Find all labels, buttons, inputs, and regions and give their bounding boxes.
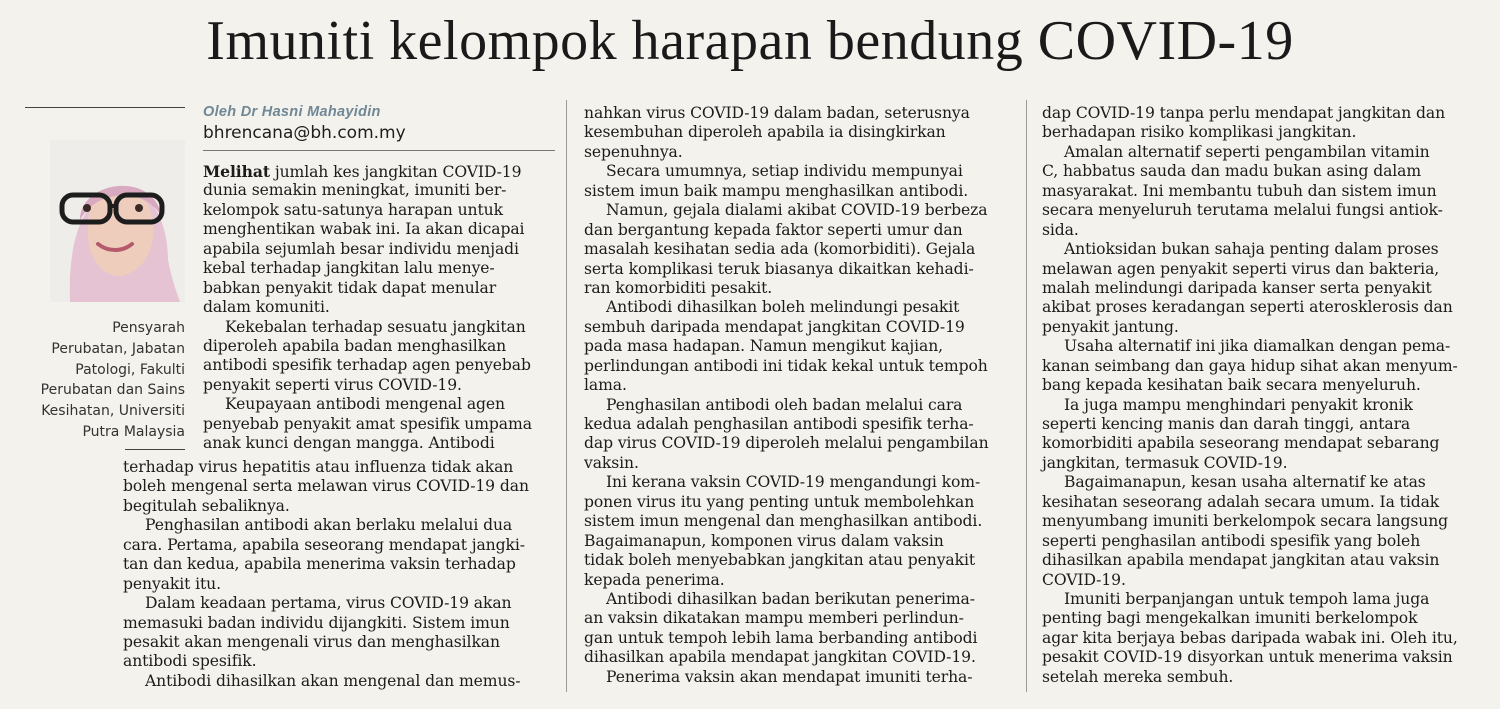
body-line: jangkitan, termasuk COVID-19. [1042, 453, 1288, 472]
column-divider-2 [1026, 100, 1027, 692]
body-line: masalah kesihatan sedia ada (komorbiditi). Gejala [584, 240, 976, 259]
body-line: akibat proses keradangan seperti aterosklerosis dan [1042, 298, 1453, 317]
body-line: Imuniti berpanjangan untuk tempoh lama juga [1064, 589, 1430, 608]
body-line: penyakit seperti virus COVID-19. [203, 375, 462, 394]
body-line: penyakit itu. [123, 574, 221, 593]
body-line: tidak boleh menyebabkan jangkitan atau penyakit [584, 551, 976, 570]
caption-line: Perubatan dan Sains [40, 382, 185, 399]
body-line: Dalam keadaan pertama, virus COVID-19 akan [145, 594, 512, 613]
body-line: secara menyeluruh terutama melalui fungsi antiok- [1042, 201, 1443, 220]
body-line: komorbiditi apabila seseorang mendapat sebarang [1042, 434, 1440, 453]
body-line: sida. [1042, 220, 1079, 239]
body-line: Bagaimanapun, komponen virus dalam vaksin [584, 531, 944, 550]
body-line: masyarakat. Ini membantu tubuh dan sistem imun [1042, 181, 1437, 200]
body-line: serta komplikasi teruk biasanya dikaitkan kehadi- [584, 259, 974, 278]
article-column-1-top [203, 162, 558, 454]
body-line: kelompok satu-satunya harapan untuk [203, 200, 503, 219]
body-line: berhadapan risiko komplikasi jangkitan. [1042, 123, 1357, 142]
caption-line: Kesihatan, Universiti [41, 403, 185, 420]
body-line: Penghasilan antibodi akan berlaku melalui dua [145, 516, 513, 535]
body-line: jumlah kes jangkitan COVID-19 [269, 163, 522, 181]
body-line: agar kita berjaya bebas daripada wabak ini. Oleh itu, [1042, 628, 1458, 647]
body-line: Bagaimanapun, kesan usaha alternatif ke atas [1064, 473, 1426, 492]
caption-line: Patologi, Fakulti [75, 361, 185, 378]
body-line: Antibodi dihasilkan badan berikutan penerima- [606, 589, 975, 608]
body-line: perlindungan antibodi ini tidak kekal untuk tempoh [584, 356, 988, 375]
body-line: dan bergantung kepada faktor seperti umur dan [584, 220, 963, 239]
lead-word: Melihat [203, 162, 270, 181]
body-line: vaksin. [584, 453, 639, 472]
author-name: Oleh Dr Hasni Mahayidin [203, 104, 381, 120]
body-line: kedua adalah penghasilan antibodi spesifik terha- [584, 415, 974, 433]
caption-bottom-rule [125, 449, 185, 450]
body-line: dalam komuniti. [203, 298, 330, 317]
body-line: pesakit akan mengenali virus dan menghasilkan [123, 632, 500, 651]
body-line: Secara umumnya, setiap individu mempunyai [606, 162, 963, 181]
body-line: dihasilkan apabila mendapat jangkitan atau vaksin [1042, 551, 1440, 570]
body-line: Keupayaan antibodi mengenal agen [225, 395, 505, 414]
body-line: antibodi spesifik. [123, 652, 257, 671]
body-line: nahkan virus COVID-19 dalam badan, seterusnya [584, 104, 970, 122]
body-line: terhadap virus hepatitis atau influenza tidak akan [123, 458, 514, 476]
body-line: Namun, gejala dialami akibat COVID-19 berbeza [606, 201, 988, 220]
body-line: seperti kencing manis dan darah tinggi, antara [1042, 415, 1411, 433]
body-line: COVID-19. [1042, 570, 1126, 589]
body-line: penyebab penyakit amat spesifik umpama [203, 414, 532, 433]
body-line: kebal terhadap jangkitan lalu menye- [203, 259, 495, 278]
body-line: diperoleh apabila badan menghasilkan [203, 336, 507, 355]
author-email[interactable]: bhrencana@bh.com.my [203, 123, 406, 143]
body-line: Antioksidan bukan sahaja penting dalam proses [1064, 240, 1439, 259]
body-line: Amalan alternatif seperti pengambilan vitamin [1064, 142, 1430, 161]
article-column-1-bottom [123, 458, 558, 691]
body-line: babkan penyakit tidak dapat menular [203, 278, 497, 297]
body-line: Usaha alternatif ini jika diamalkan dengan pema- [1064, 337, 1451, 356]
body-line: Ini kerana vaksin COVID-19 mengandungi kom- [606, 473, 981, 492]
body-line: dihasilkan apabila mendapat jangkitan COVID-19. [584, 648, 976, 667]
body-line: bang kepada kesihatan baik secara menyeluruh. [1042, 376, 1421, 395]
body-line: pesakit COVID-19 disyorkan untuk menerima vaksin [1042, 648, 1453, 667]
body-line: cara. Pertama, apabila seseorang mendapat jangki- [123, 535, 525, 554]
caption-line: Putra Malaysia [82, 423, 185, 440]
body-line: sistem imun mengenal dan menghasilkan antibodi. [584, 512, 983, 531]
body-line: menghentikan wabak ini. Ia akan dicapai [203, 220, 525, 239]
article-column-3 [1042, 104, 1482, 687]
body-line: antibodi spesifik terhadap agen penyebab [203, 356, 531, 375]
caption-line: Pensyarah [112, 320, 185, 336]
body-line: pada masa hadapan. Namun mengikut kajian, [584, 337, 943, 356]
headline: Imuniti kelompok harapan bendung COVID-19 [206, 10, 1294, 72]
body-line: dap COVID-19 tanpa perlu mendapat jangkitan dan [1042, 104, 1446, 122]
body-line: anak kunci dengan mangga. Antibodi [203, 434, 495, 453]
body-line: dunia semakin meningkat, imuniti ber- [203, 181, 507, 200]
body-line: ponen virus itu yang penting untuk membolehkan [584, 492, 975, 511]
body-line: Penghasilan antibodi oleh badan melalui cara [606, 395, 963, 414]
body-line: kepada penerima. [584, 570, 725, 589]
byline-top-rule [25, 107, 185, 108]
caption-line: Perubatan, Jabatan [51, 340, 185, 357]
body-line: penyakit jantung. [1042, 317, 1179, 336]
body-line: tan dan kedua, apabila menerima vaksin terhadap [123, 555, 516, 574]
body-line: boleh mengenal serta melawan virus COVID-19 dan [123, 477, 529, 496]
body-line: dap virus COVID-19 diperoleh melalui pengambilan [584, 434, 989, 453]
body-line: kanan seimbang dan gaya hidup sihat akan menyum- [1042, 356, 1458, 375]
body-line: memasuki badan individu dijangkiti. Sistem imun [123, 613, 510, 632]
body-line: apabila sejumlah besar individu menjadi [203, 239, 519, 258]
body-line: sembuh daripada mendapat jangkitan COVID-19 [584, 317, 965, 336]
body-line: Ia juga mampu menghindari penyakit kronik [1064, 395, 1413, 414]
body-line: penting bagi mengekalkan imuniti berkelompok [1042, 609, 1418, 628]
body-line: Antibodi dihasilkan boleh melindungi pesakit [606, 298, 960, 317]
article-column-2 [584, 104, 1016, 687]
body-line: ran komorbiditi pesakit. [584, 278, 773, 297]
body-line: sistem imun baik mampu menghasilkan antibodi. [584, 181, 969, 200]
byline-underline-rule [203, 150, 555, 151]
body-line: Penerima vaksin akan mendapat imuniti terha- [606, 667, 973, 686]
body-line: an vaksin dikatakan mampu memberi perlindun- [584, 609, 964, 628]
body-line: lama. [584, 376, 627, 395]
body-line: gan untuk tempoh lebih lama berbanding antibodi [584, 628, 978, 647]
body-line: Antibodi dihasilkan akan mengenal dan memus- [145, 671, 521, 690]
body-line: C, habbatus sauda dan madu bukan asing dalam [1042, 162, 1422, 181]
body-line: setelah mereka sembuh. [1042, 667, 1234, 686]
photo-caption [20, 318, 185, 443]
body-line: seperti penghasilan antibodi spesifik yang boleh [1042, 531, 1421, 550]
body-line: kesihatan seseorang adalah secara umum. Ia tidak [1042, 492, 1440, 511]
body-line: kesembuhan diperoleh apabila ia disingkirkan [584, 123, 946, 142]
author-photo [50, 140, 185, 302]
body-line: sepenuhnya. [584, 142, 683, 161]
body-line: begitulah sebaliknya. [123, 496, 290, 515]
body-line: melawan agen penyakit seperti virus dan bakteria, [1042, 259, 1440, 278]
column-divider-1 [566, 100, 567, 692]
body-line: Kekebalan terhadap sesuatu jangkitan [225, 317, 526, 336]
body-line: menyumbang imuniti berkelompok secara langsung [1042, 512, 1449, 531]
body-line: malah melindungi daripada kanser serta penyakit [1042, 278, 1432, 297]
